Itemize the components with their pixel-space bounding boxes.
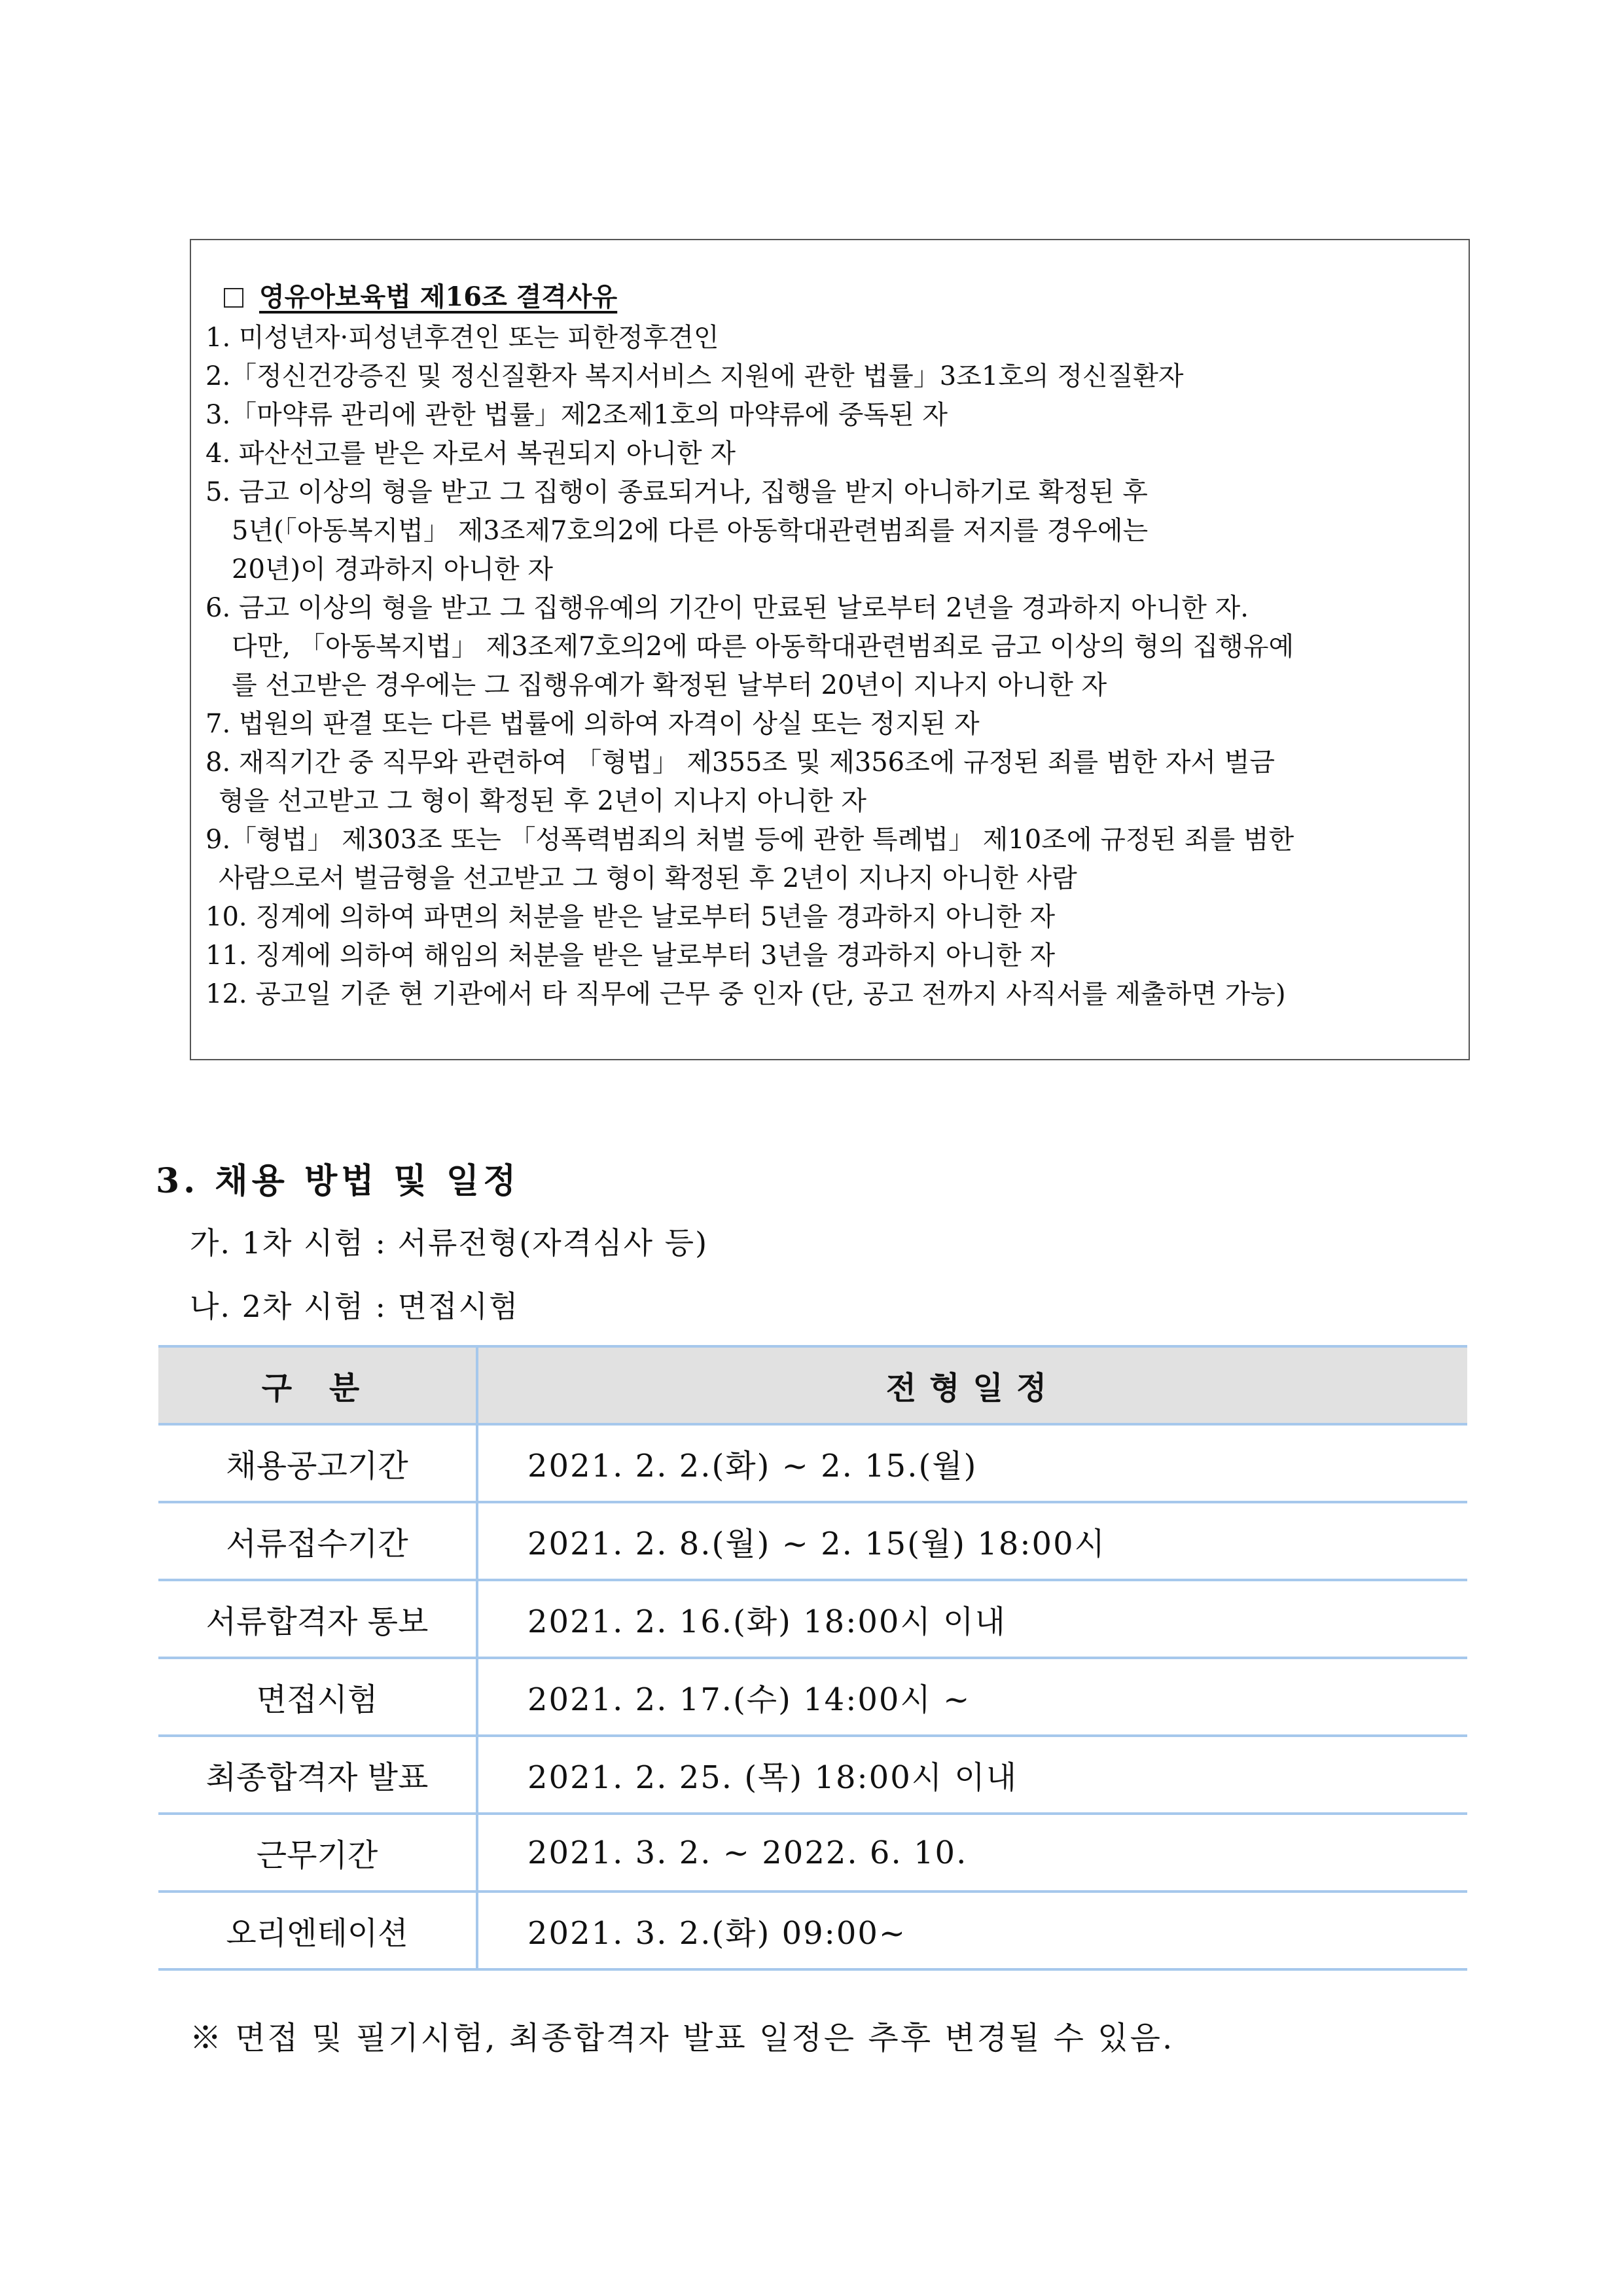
item-text: 12. 공고일 기준 현 기관에서 타 직무에 근무 중 인자 (단, 공고 전까지 사직서를 제출하면 가능)	[205, 979, 1286, 1009]
disqualification-item	[205, 975, 1462, 1014]
schedule-row	[158, 1502, 1467, 1580]
disqualification-item	[205, 821, 1462, 898]
schedule-header-row	[158, 1346, 1467, 1424]
disqualification-item	[205, 473, 1462, 589]
box-title-text: 영유아보육법 제16조 결격사유	[259, 281, 618, 312]
first-exam-line: 가. 1차 시험 : 서류전형(자격심사 등)	[190, 1225, 709, 1261]
row-schedule: 2021. 2. 8.(월) ~ 2. 15(월) 18:00시	[477, 1502, 1467, 1580]
item-text: 9.「형법」 제303조 또는 「성폭력범죄의 처벌 등에 관한 특례법」 제10조에 규정된 죄를 범한	[205, 825, 1294, 855]
disqualification-box	[190, 239, 1470, 1060]
row-category: 오리엔테이션	[158, 1892, 477, 1969]
item-text: 5. 금고 이상의 형을 받고 그 집행이 종료되거나, 집행을 받지 아니하기로 확정된 후	[205, 477, 1148, 507]
row-category: 최종합격자 발표	[158, 1736, 477, 1814]
item-text: 10. 징계에 의하여 파면의 처분을 받은 날로부터 5년을 경과하지 아니한 자	[205, 902, 1056, 932]
row-category: 서류합격자 통보	[158, 1580, 477, 1658]
schedule-note: ※ 면접 및 필기시험, 최종합격자 발표 일정은 추후 변경될 수 있음.	[190, 2020, 1175, 2056]
row-category: 근무기간	[158, 1814, 477, 1892]
item-continuation: 20년)이 경과하지 아니한 자	[232, 554, 554, 584]
disqualification-item	[205, 435, 1462, 473]
schedule-row	[158, 1736, 1467, 1814]
disqualification-list	[205, 319, 1462, 1014]
row-schedule: 2021. 3. 2.(화) 09:00~	[477, 1892, 1467, 1969]
item-text: 2.「정신건강증진 및 정신질환자 복지서비스 지원에 관한 법률」3조1호의 정신질환자	[205, 361, 1184, 391]
item-text: 7. 법원의 판결 또는 다른 법률에 의하여 자격이 상실 또는 정지된 자	[205, 709, 980, 739]
schedule-row	[158, 1658, 1467, 1736]
item-text: 8. 재직기간 중 직무와 관련하여 「형법」 제355조 및 제356조에 규정된 죄를 범한 자서 벌금	[205, 747, 1275, 778]
disqualification-item	[205, 357, 1462, 396]
item-text: 1. 미성년자·피성년후견인 또는 피한정후견인	[205, 323, 719, 353]
item-continuation: 형을 선고받고 그 형이 확정된 후 2년이 지나지 아니한 자	[219, 786, 866, 816]
item-text: 3.「마약류 관리에 관한 법률」제2조제1호의 마약류에 중독된 자	[205, 400, 948, 430]
disqualification-item	[205, 937, 1462, 975]
disqualification-item	[205, 744, 1462, 821]
item-continuation: 5년(「아동복지법」 제3조제7호의2에 다른 아동학대관련범죄를 저지를 경우에는	[232, 516, 1149, 546]
checkbox-square-icon	[224, 288, 243, 308]
schedule-row	[158, 1580, 1467, 1658]
row-schedule: 2021. 2. 16.(화) 18:00시 이내	[477, 1580, 1467, 1658]
header-schedule: 전형일정	[477, 1346, 1467, 1424]
row-category: 채용공고기간	[158, 1424, 477, 1502]
disqualification-item	[205, 705, 1462, 744]
row-schedule: 2021. 2. 25. (목) 18:00시 이내	[477, 1736, 1467, 1814]
schedule-row	[158, 1892, 1467, 1969]
row-category: 면접시험	[158, 1658, 477, 1736]
section-title: 3. 채용 방법 및 일정	[156, 1161, 520, 1201]
row-schedule: 2021. 2. 17.(수) 14:00시 ~	[477, 1658, 1467, 1736]
second-exam-line: 나. 2차 시험 : 면접시험	[190, 1289, 520, 1324]
disqualification-item	[205, 396, 1462, 435]
box-title	[224, 276, 617, 314]
item-continuation: 를 선고받은 경우에는 그 집행유예가 확정된 날부터 20년이 지나지 아니한 자	[232, 670, 1107, 700]
row-schedule: 2021. 3. 2. ~ 2022. 6. 10.	[477, 1814, 1467, 1892]
disqualification-item	[205, 589, 1462, 705]
schedule-body	[158, 1424, 1467, 1969]
schedule-table	[158, 1345, 1467, 1971]
item-text: 6. 금고 이상의 형을 받고 그 집행유예의 기간이 만료된 날로부터 2년을 경과하지 아니한 자.	[205, 593, 1249, 623]
header-category: 구 분	[158, 1346, 477, 1424]
schedule-row	[158, 1424, 1467, 1502]
item-text: 4. 파산선고를 받은 자로서 복권되지 아니한 자	[205, 439, 736, 469]
disqualification-item	[205, 319, 1462, 357]
item-text: 11. 징계에 의하여 해임의 처분을 받은 날로부터 3년을 경과하지 아니한 자	[205, 941, 1056, 971]
row-category: 서류접수기간	[158, 1502, 477, 1580]
schedule-row	[158, 1814, 1467, 1892]
item-continuation: 사람으로서 벌금형을 선고받고 그 형이 확정된 후 2년이 지나지 아니한 사람	[219, 863, 1077, 893]
item-continuation: 다만, 「아동복지법」 제3조제7호의2에 따른 아동학대관련범죄로 금고 이상의 형의 집행유예	[232, 632, 1294, 662]
disqualification-item	[205, 898, 1462, 937]
row-schedule: 2021. 2. 2.(화) ~ 2. 15.(월)	[477, 1424, 1467, 1502]
